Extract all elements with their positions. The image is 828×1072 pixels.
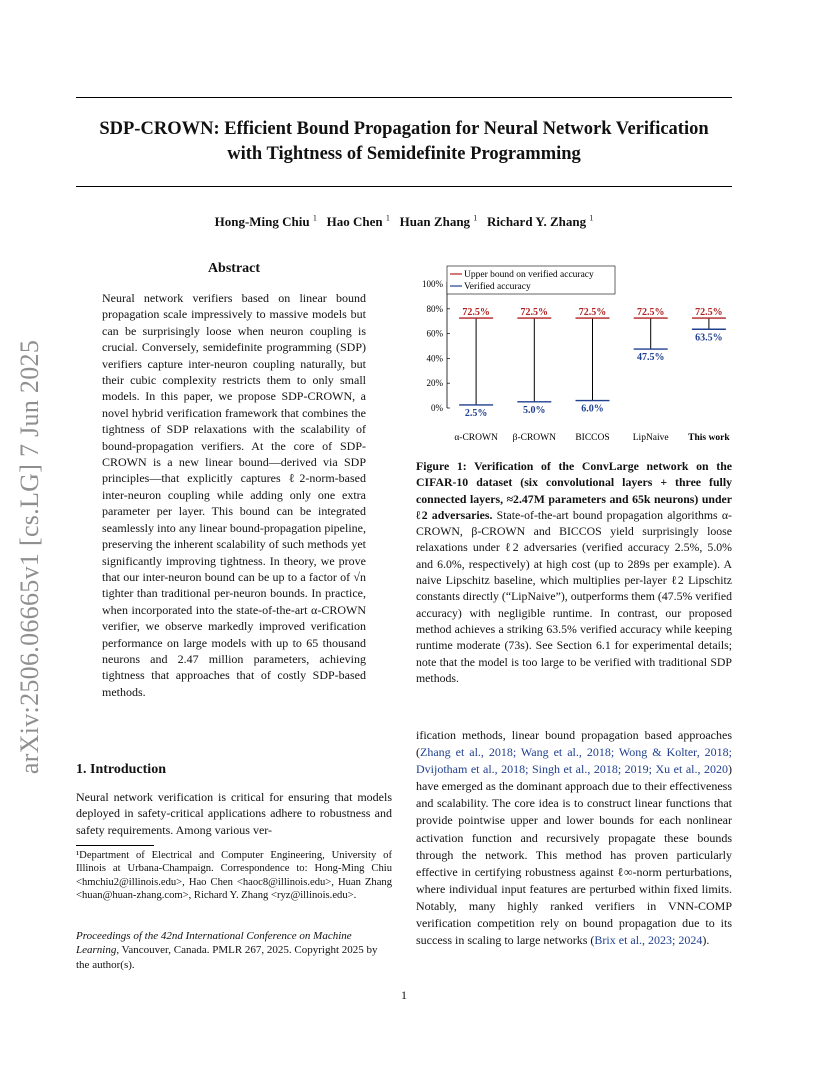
upper-bound-label: 72.5% — [578, 307, 607, 319]
author-2: Hao Chen $^1$ — [326, 214, 390, 230]
citation-links-2[interactable]: Brix et al., 2023; 2024 — [594, 933, 703, 948]
y-tick-label: 100% — [422, 279, 443, 289]
upper-bound-label: 72.5% — [636, 307, 665, 319]
chart-axis — [422, 279, 450, 413]
figure-1-caption-title: Figure 1: Verification of the ConvLarge network on the CIFAR-10 dataset (six convolutional layers + three fully connected layers, ≈2.47M parameters and 65k neurons) under ℓ2 adversaries. — [416, 459, 732, 522]
figure-1-caption-text: State-of-the-art bound propagation algorithms α-CROWN, β-CROWN and BICCOS yield surprisingly loose relaxations under ℓ2 adversaries (verified accuracy 2.5%, 5.0% and 6.0%, respectively) at high cost (up to 289s per example). A naive Lipschitz baseline, which multiplies per-layer ℓ2 Lipschitz constants directly (“LipNaive”), outperforms them (47.5% verified accuracy) with negligible runtime. In contrast, our proposed method achieves a striking 63.5% verified accuracy while keeping runtime moderate (73s). See Section 6.1 for experimental details; note that the model is too large to be verified with traditional SDP methods. — [416, 507, 732, 685]
verified-accuracy-label: 47.5% — [636, 352, 665, 364]
category-label: This work — [688, 433, 730, 443]
y-tick-label: 20% — [426, 378, 443, 389]
proceedings-details: , Vancouver, Canada. PMLR 267, 2025. Copyright 2025 by the author(s). — [76, 944, 378, 971]
upper-bound-label: 72.5% — [695, 307, 723, 319]
arxiv-stamp — [6, 310, 54, 810]
author-list — [76, 214, 732, 230]
figure-1-caption — [416, 458, 732, 686]
abstract-body: Neural network verifiers based on linear bound propagation scale impressively to massive models but can be surprisingly loose when neuron coupling is crucial. Conversely, semidefinite programming (SDP) verifiers capture inter-neuron coupling naturally, but their cubic complexity restricts them to only small models. In this paper, we propose SDP-CROWN, a novel hybrid verification framework that combines the tightness of SDP relaxations with the scalability of bound-propagation verifiers. At the core of SDP-CROWN is a new linear bound—derived via SDP principles—that explicitly captures ℓ2-norm-based inter-neuron coupling while adding only one extra parameter per layer. This bound can be integrated seamlessly into any linear bound-propagation pipeline, preserving the inherent scalability of such methods yet significantly improving tightness. In theory, we prove that our inter-neuron bound can be up to a factor of √n tighter than traditional per-neuron bounds. In practice, when incorporated into the state-of-the-art α-CROWN verifier, we observe markedly improved verification performance on large models with up to 65 thousand neurons and 2.47 million parameters, achieving tightness that approaches that of costly SDP-based methods. — [102, 291, 366, 699]
verified-accuracy-label: 5.0% — [523, 404, 546, 416]
footnote-rule — [76, 845, 154, 846]
y-tick-label: 80% — [426, 303, 443, 314]
verified-accuracy-label: 2.5% — [464, 407, 488, 419]
category-label: LipNaive — [632, 433, 669, 443]
chart-marks — [454, 307, 730, 443]
citation-links-1[interactable]: Zhang et al., 2018; Wang et al., 2018; Wong & Kolter, 2018; Dvijotham et al., 2018; Singh et al., 2018; 2019; Xu et al., 2020 — [416, 745, 732, 777]
upper-bound-label: 72.5% — [462, 307, 490, 319]
chart-legend — [447, 266, 615, 294]
right-column-body — [416, 727, 732, 949]
author-4: Richard Y. Zhang $^1$ — [487, 214, 594, 230]
introduction-heading: 1. Introduction — [76, 762, 166, 777]
proceedings-note — [76, 929, 392, 972]
right-text-part-3: ). — [702, 933, 710, 948]
legend-label-upper: Upper bound on verified accuracy — [464, 270, 594, 280]
y-tick-label: 0% — [431, 403, 443, 413]
author-1: Hong-Ming Chiu $^1$ — [214, 214, 317, 230]
verified-accuracy-label: 6.0% — [581, 403, 604, 415]
page-number: 1 — [401, 988, 407, 1002]
right-text-part-1: ification methods, linear bound propagation based approaches ( — [416, 728, 732, 760]
y-tick-label: 60% — [426, 328, 443, 339]
paper-title — [76, 117, 732, 167]
introduction-body: Neural network verification is critical for ensuring that models deployed in safety-critical applications adhere to robustness and safety requirements. Among various ver- — [76, 790, 392, 837]
title-line-2: with Tightness of Semidefinite Programming — [227, 144, 581, 164]
category-label: BICCOS — [575, 433, 610, 443]
title-bottom-rule — [76, 186, 732, 187]
abstract-heading: Abstract — [207, 261, 261, 276]
y-tick-label: 40% — [426, 353, 443, 364]
legend-label-verified: Verified accuracy — [464, 282, 531, 292]
affiliation-footnote: ¹Department of Electrical and Computer Engineering, University of Illinois at Urbana-Champaign. Correspondence to: Hong-Ming Chiu <hmchiu2@illinois.edu>, Hao Chen <haoc8@illinois.edu>, Huan Zhang <huan@huan-zhang.com>, Richard Y. Zhang <ryz@illinois.edu>. — [76, 850, 392, 902]
category-label: β-CROWN — [512, 433, 556, 443]
upper-bound-label: 72.5% — [520, 307, 549, 319]
category-label: α-CROWN — [454, 433, 498, 443]
title-line-1: SDP-CROWN: Efficient Bound Propagation for Neural Network Verification — [99, 119, 709, 139]
verified-accuracy-label: 63.5% — [695, 332, 723, 344]
author-3: Huan Zhang $^1$ — [399, 214, 478, 230]
proceedings-venue: Proceedings of the 42nd International Conference on Machine Learning — [76, 930, 352, 957]
top-rule — [76, 97, 732, 98]
right-text-part-2: ) have emerged as the dominant approach due to their effectiveness and scalability. The core idea is to construct linear functions that provide pointwise upper and lower bounds for each nonlinear activation function and recursively propagate these bounds through the network. This method has proven particularly effective in certifying robustness against ℓ∞-norm perturbations, where individual input features are perturbed within fixed limits. Notably, many highly ranked verifiers in VNN-COMP verification competition rely on bound propagation due to its success in scaling to large networks ( — [416, 762, 732, 948]
figure-1-chart — [414, 262, 738, 444]
arxiv-identifier: arXiv:2506.06665v1 [cs.LG] 7 Jun 2025 — [15, 339, 44, 775]
